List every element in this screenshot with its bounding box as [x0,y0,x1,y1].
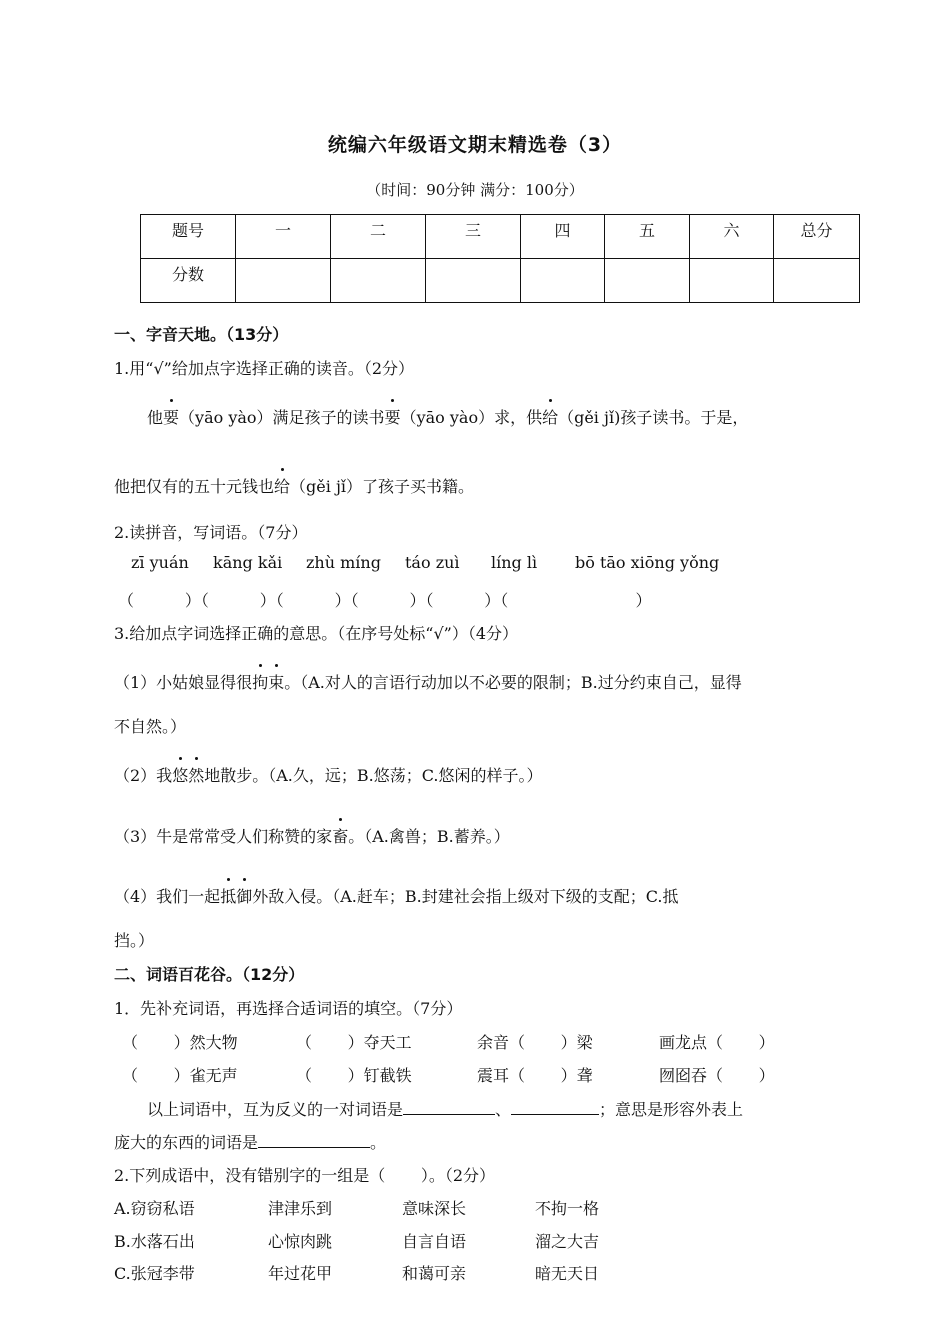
option-c-2: 年过花甲 [268,1264,333,1283]
pinyin-3: zhù míng [306,553,381,572]
q1-1-line-2 [114,474,474,497]
q2-1-stem: 1．先补充词语，再选择合适词语的填空。（7分） [114,999,463,1018]
text: 他 [147,408,164,427]
text: ；意思是形容外表上 [599,1100,744,1119]
answer-blank[interactable] [403,1099,495,1115]
q1-3-item-4-cont: 挡。） [114,931,155,950]
score-input-cell[interactable] [521,259,605,303]
section-2-heading: 二、词语百花谷。（12分） [114,965,305,984]
text: （yāo yào）满足孩子的读书 [179,408,385,427]
pinyin-6: bō tāo xiōng yǒng [575,553,720,572]
q1-3-item-3 [114,824,510,847]
answer-brackets[interactable]: （ ）（ ）（ ）（ ）（ ）（ ） [118,591,652,610]
q2-1-fill-line-1 [147,1097,743,1120]
dotted-char: 御 [236,884,252,907]
answer-blank[interactable] [258,1132,370,1148]
dotted-char: 然 [188,763,204,786]
q1-3-item-4 [114,884,678,907]
option-b-1[interactable]: B.水落石出 [114,1232,195,1251]
option-a-2: 津津乐到 [268,1199,333,1218]
dotted-char: 给 [274,474,290,497]
option-c-4: 暗无天日 [535,1264,600,1283]
text: 。（A.对人的言语行动加以不必要的限制；B.过分约束自己，显得 [284,673,742,692]
score-input-cell[interactable] [774,259,860,303]
idiom-fill[interactable]: （ ）夺天工 [296,1033,412,1052]
text: （gěi jǐ）了孩子买书籍。 [290,477,475,496]
score-row-label: 分数 [141,259,236,303]
text: 。 [370,1133,387,1152]
idiom-fill[interactable]: （ ）然大物 [122,1033,238,1052]
score-input-cell[interactable] [236,259,331,303]
text: 地散步。（A.久，远；B.悠荡；C.悠闲的样子。） [204,766,543,785]
score-header-cell: 四 [521,215,605,259]
exam-info: （时间：90分钟 满分：100分） [366,181,584,199]
text: （1）小姑娘显得很 [114,673,253,692]
q1-3-item-2 [114,763,542,786]
text: （yāo yào）求，供 [400,408,543,427]
text: 。（A.禽兽；B.蓄养。） [348,827,510,846]
text: （gěi jǐ)孩子读书。于是， [558,408,749,427]
text: 他把仅有的五十元钱也 [114,477,275,496]
q1-3-stem: 3.给加点字词选择正确的意思。（在序号处标“√”）（4分） [114,624,519,643]
text: （2）我 [114,766,173,785]
pinyin-1: zī yuán [131,553,189,572]
option-b-3: 自言自语 [402,1232,467,1251]
section-1-heading: 一、字音天地。（13分） [114,325,289,344]
text: 庞大的东西的词语是 [114,1133,259,1152]
score-table [140,214,860,303]
idiom-fill[interactable]: 画龙点（ ） [659,1033,775,1052]
text: （4）我们一起 [114,887,221,906]
pinyin-5: líng lì [491,553,538,572]
dotted-char: 悠 [172,763,188,786]
option-c-3: 和蔼可亲 [402,1264,467,1283]
idiom-fill[interactable]: （ ）雀无声 [122,1066,238,1085]
score-input-cell[interactable] [426,259,521,303]
score-header-cell: 总分 [774,215,860,259]
text: 、 [495,1100,512,1119]
q2-1-fill-line-2 [114,1130,386,1153]
q1-3-item-1 [114,670,742,693]
dotted-char: 拘 [252,670,268,693]
score-header-cell: 题号 [141,215,236,259]
score-input-cell[interactable] [331,259,426,303]
q1-3-item-1-cont: 不自然。） [114,717,187,736]
score-header-cell: 六 [690,215,774,259]
q1-1-stem: 1.用“√”给加点字选择正确的读音。（2分） [114,359,415,378]
dotted-char: 畜 [332,824,348,847]
idiom-fill[interactable]: 震耳（ ）聋 [477,1066,593,1085]
dotted-char: 抵 [220,884,236,907]
text: 外敌入侵。（A.赶车；B.封建社会指上级对下级的支配；C.抵 [252,887,679,906]
pinyin-4: táo zuì [405,553,460,572]
dotted-char: 束 [268,670,284,693]
page-title: 统编六年级语文期末精选卷（3） [327,134,623,156]
option-a-3: 意味深长 [402,1199,467,1218]
dotted-char: 给 [542,405,558,428]
option-a-1[interactable]: A.窃窃私语 [114,1199,195,1218]
dotted-char: 要 [163,405,179,428]
idiom-fill[interactable]: 余音（ ）梁 [477,1033,593,1052]
text: 以上词语中，互为反义的一对词语是 [147,1100,404,1119]
score-input-cell[interactable] [605,259,690,303]
score-table-header-row [141,215,860,259]
score-input-cell[interactable] [690,259,774,303]
dotted-char: 要 [385,405,401,428]
answer-blank[interactable] [511,1099,599,1115]
option-c-1[interactable]: C.张冠李带 [114,1264,195,1283]
score-table-score-row [141,259,860,303]
q1-2-stem: 2.读拼音，写词语。（7分） [114,523,308,542]
option-b-4: 溜之大吉 [535,1232,600,1251]
score-header-cell: 一 [236,215,331,259]
score-header-cell: 五 [605,215,690,259]
idiom-fill[interactable]: 囫囵吞（ ） [659,1066,775,1085]
option-b-2: 心惊肉跳 [268,1232,333,1251]
q1-1-line-1 [147,405,748,428]
text: （3）牛是常常受人们称赞的家 [114,827,333,846]
pinyin-2: kāng kǎi [213,553,283,572]
idiom-fill[interactable]: （ ）钉截铁 [296,1066,412,1085]
option-a-4: 不拘一格 [535,1199,600,1218]
score-header-cell: 二 [331,215,426,259]
q2-2-stem: 2.下列成语中，没有错别字的一组是（ ）。（2分） [114,1166,496,1185]
score-header-cell: 三 [426,215,521,259]
